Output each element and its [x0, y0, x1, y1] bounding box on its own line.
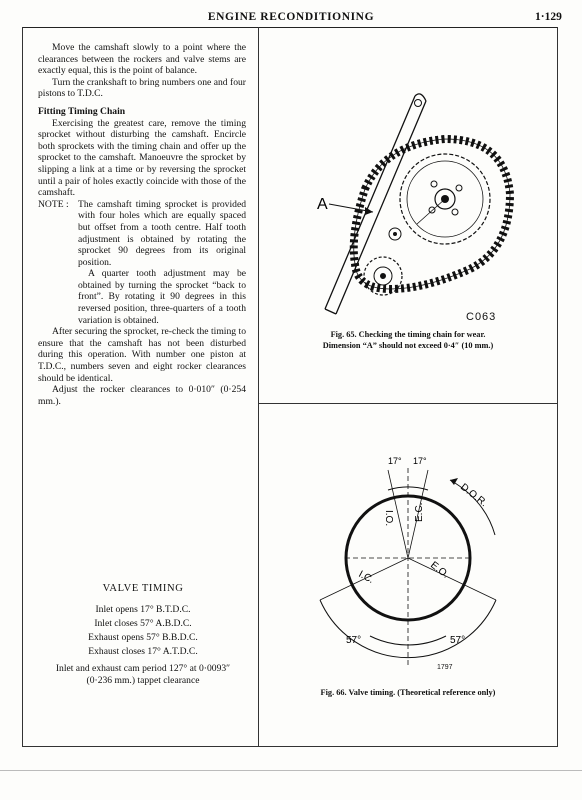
angle-label-57-right: 57°	[450, 635, 466, 646]
figure66-number: 1797	[437, 664, 453, 671]
dimension-a-label: A	[317, 196, 328, 213]
cam-period-line-2: (0·236 mm.) tappet clearance	[86, 675, 200, 686]
note-body	[78, 199, 246, 327]
frame-left-rule	[22, 27, 23, 746]
valve-timing-diagram	[300, 440, 530, 680]
timing-chain	[354, 139, 510, 289]
valve-timing-row: Inlet closes 57° A.B.D.C.	[94, 618, 192, 629]
frame-right-rule	[557, 27, 558, 746]
valve-timing-table	[36, 582, 250, 687]
header-rule	[22, 27, 558, 28]
camshaft-sprocket	[400, 154, 490, 244]
inlet-closes-label: I.C.	[356, 568, 376, 586]
cam-period-line-1: Inlet and exhaust cam period 127° at 0·0093″	[55, 663, 231, 674]
direction-of-rotation-label: D.O.R.	[458, 481, 490, 510]
page-number: 1·129	[535, 11, 562, 23]
body-text-column	[38, 42, 246, 407]
subheading-fitting-timing-chain: Fitting Timing Chain	[38, 105, 126, 117]
paragraph-crankshaft: Turn the crankshaft to bring numbers one and four pistons to T.D.C.	[38, 76, 246, 100]
paragraph-recheck: After securing the sprocket, re-check the timing to ensure that the camshaft has not been disturbed during this operation. With number one piston at T.D.C., numbers seven and eight rocker clearances should be identical.	[38, 326, 246, 384]
inlet-opens-label: I.O.	[383, 510, 394, 527]
valve-timing-row: Inlet opens 17° B.T.D.C.	[95, 604, 191, 615]
paragraph-fitting: Exercising the greatest care, remove the timing sprocket without disturbing the camshaft. Encircle both sprockets with the timing chain and offer up the sprocket to the camshaft. Manoeuvre the sprocket by slipping a link at a time or by reversing the sprocket until a pair of holes exactly coincide with those of the camshaft.	[38, 117, 246, 199]
dimension-a-arrow	[329, 204, 373, 215]
figure65-caption-line1: Fig. 65. Checking the timing chain for wear.	[330, 330, 486, 339]
valve-timing-row: Exhaust opens 57° B.B.D.C.	[88, 632, 198, 643]
angle-label-17-left: 17°	[388, 456, 402, 466]
frame-bottom-rule	[22, 746, 558, 747]
figure66-caption: Fig. 66. Valve timing. (Theoretical reference only)	[320, 688, 496, 697]
note-block	[38, 199, 246, 327]
column-divider	[258, 27, 259, 746]
exhaust-closes-label: E.C.	[414, 502, 425, 522]
valve-timing-row: Exhaust closes 17° A.T.D.C.	[88, 646, 198, 657]
paragraph-rocker-clearance: Adjust the rocker clearances to 0·010″ (0·254 mm.).	[38, 384, 246, 407]
angle-label-57-left: 57°	[346, 635, 362, 646]
chain-tensioner	[389, 228, 401, 240]
note-quarter-tooth: A quarter tooth adjustment may be obtained by turning the sprocket “back to front”. By rotating it 90 degrees in this reversed position, three-quarters of a tooth variation is obtained.	[78, 268, 246, 326]
scan-edge-line	[0, 770, 582, 771]
figure65-code: C063	[466, 311, 497, 323]
figure-divider	[258, 403, 558, 404]
note-half-tooth: The camshaft timing sprocket is provided with four holes which are equally spaced but offset from a tooth centre. Half tooth adjustment is obtained by rotating the sprocket 90 degrees from its original position.	[78, 198, 246, 268]
figure65-caption	[278, 330, 538, 351]
figure65-caption-line2: Dimension “A” should not exceed 0·4″ (10 mm.)	[322, 340, 494, 350]
paragraph-balance: Move the camshaft slowly to a point where the clearances between the rockers and valve stems are exactly equal, this is the point of balance.	[38, 42, 246, 77]
note-label: NOTE :	[38, 198, 69, 210]
valve-timing-title: VALVE TIMING	[102, 583, 184, 594]
timing-chain-illustration	[295, 84, 525, 324]
running-header-title: ENGINE RECONDITIONING	[207, 11, 375, 23]
exhaust-opens-label: E.O.	[428, 559, 451, 581]
angle-label-17-right: 17°	[413, 456, 427, 466]
